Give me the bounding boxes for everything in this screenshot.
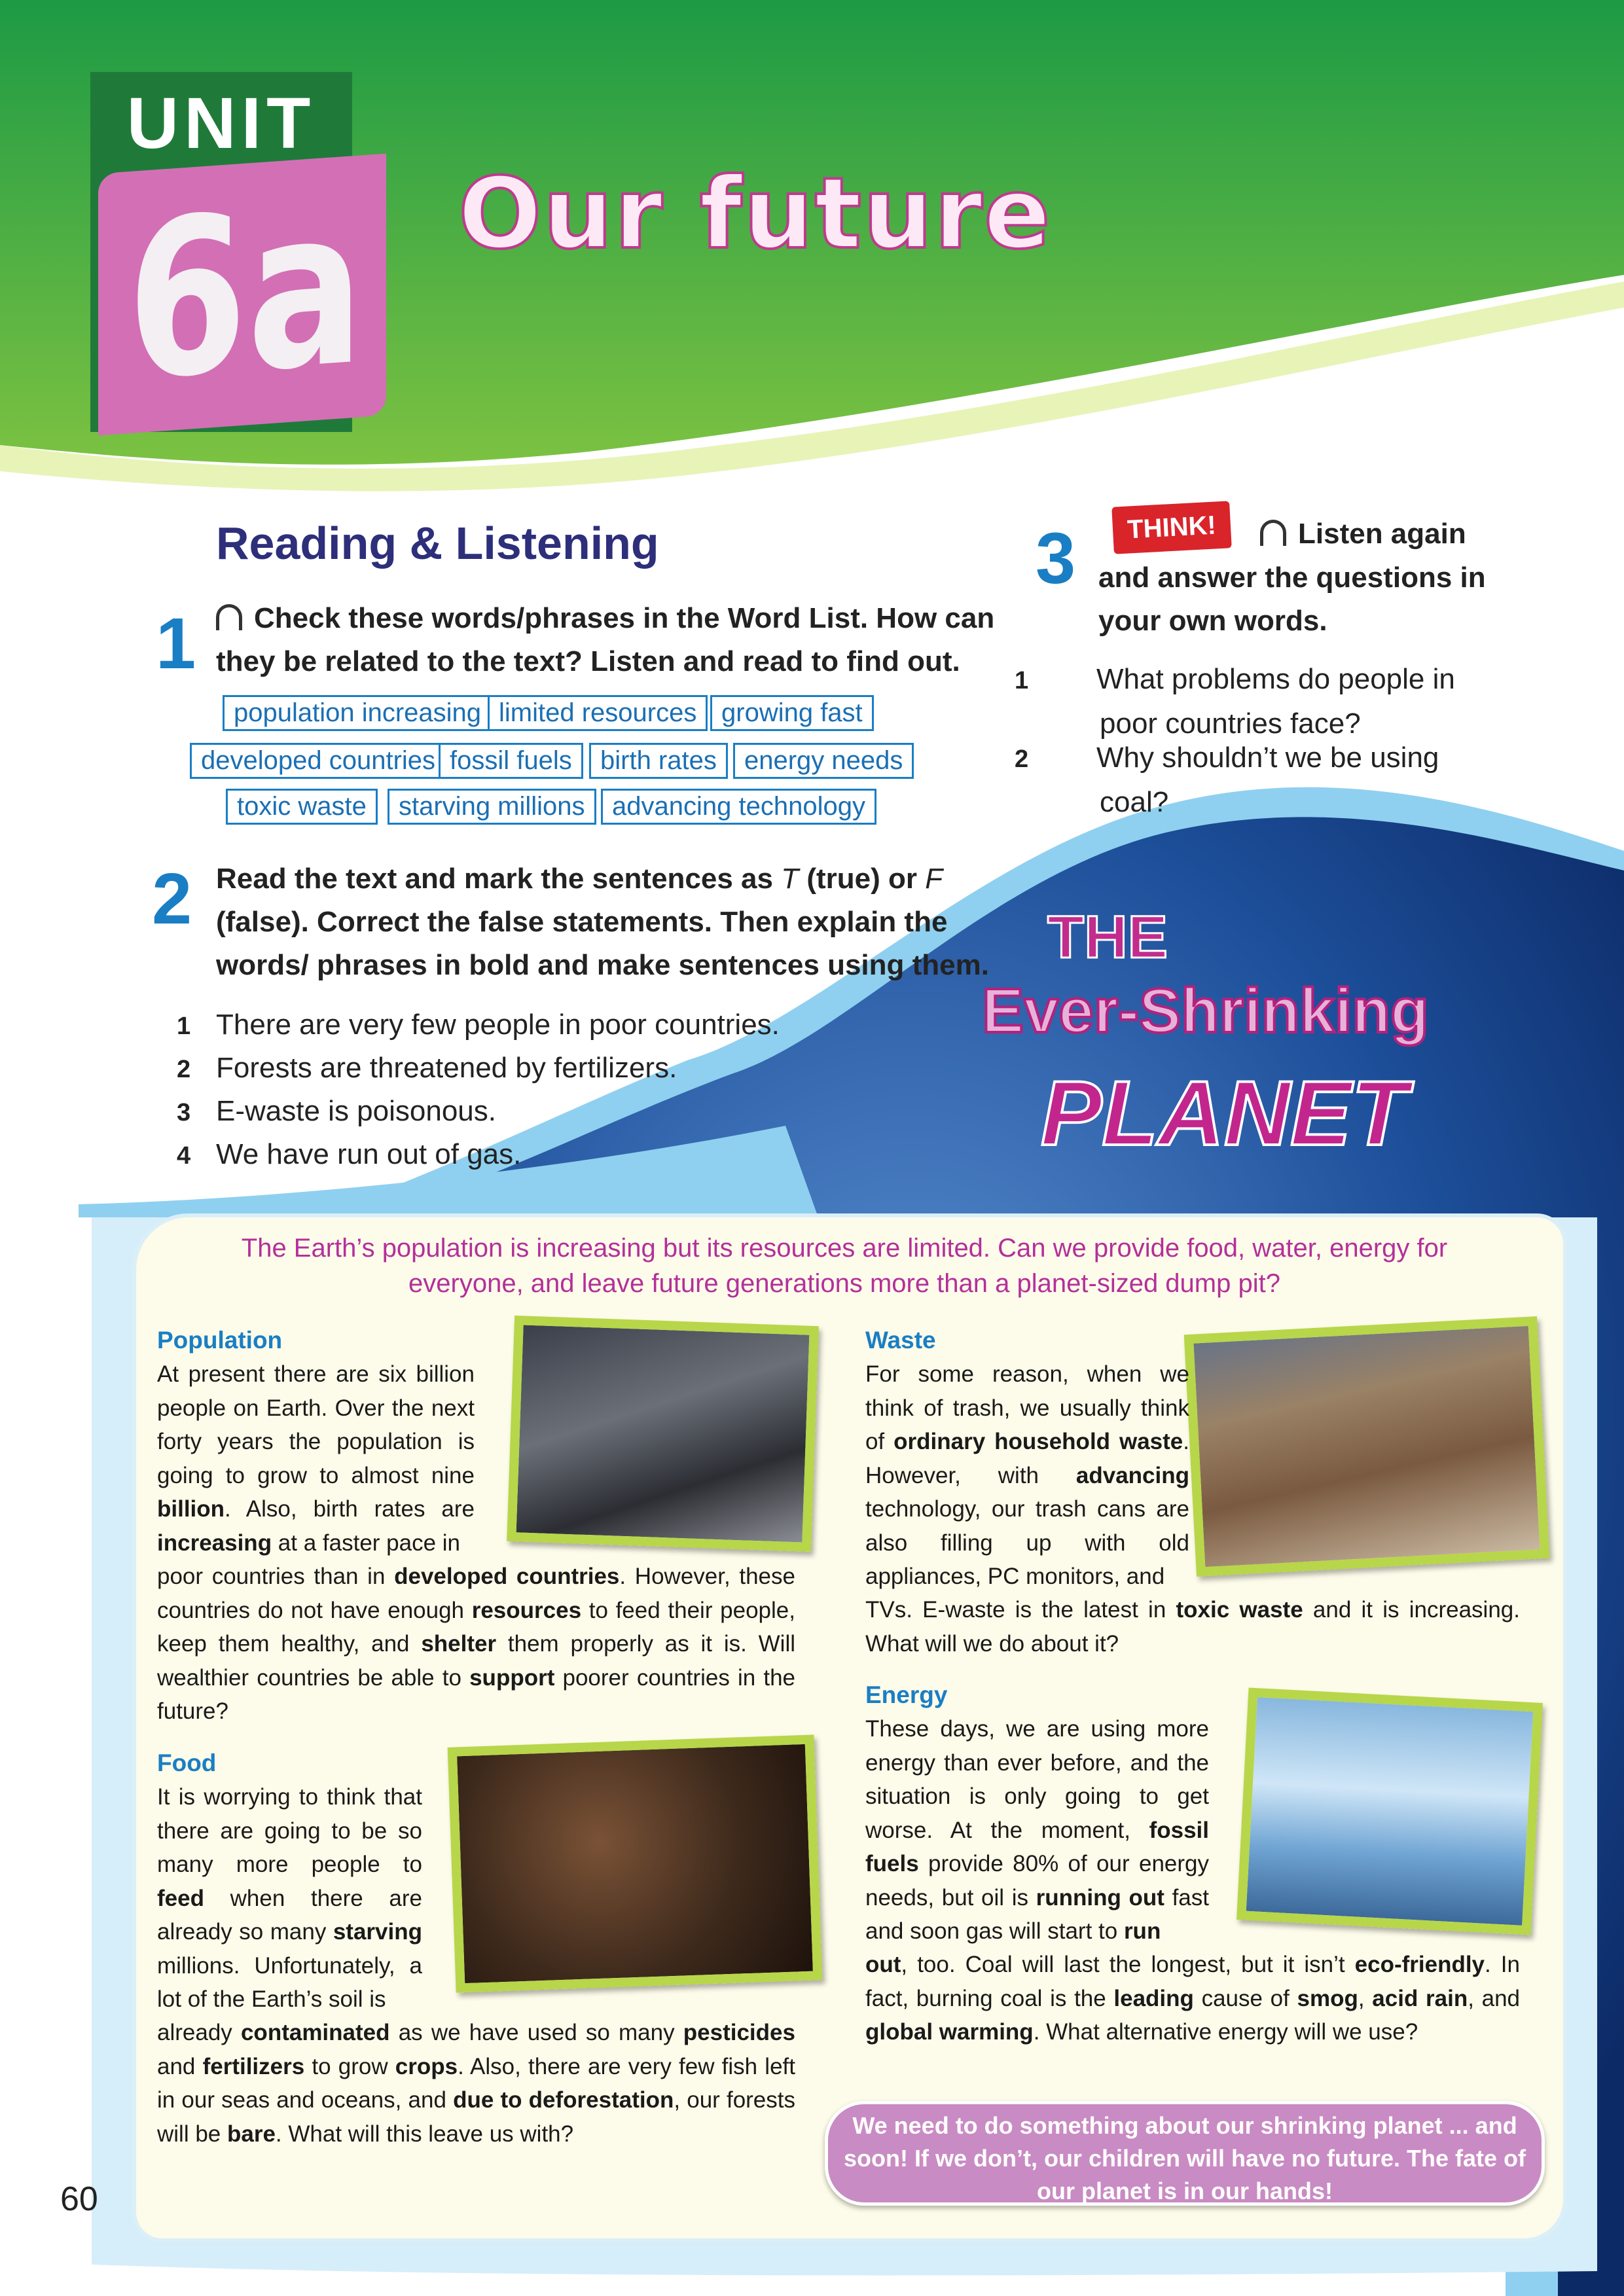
energy-text-a: These days, we are using more energy than ever before, and the situation is only going to get worse. At the moment, fossil fuels provide 80% of our energy needs, but oil is running out fast and soon gas will start to run xyxy=(865,1716,1209,1944)
word-chip: growing fast xyxy=(710,695,874,731)
word-chip: population increasing xyxy=(223,695,492,731)
headphones-icon xyxy=(216,604,242,630)
trash-dump-photo xyxy=(1184,1316,1550,1577)
article-title-ever-shrinking: Ever-Shrinking xyxy=(982,976,1429,1046)
page-number: 60 xyxy=(60,2180,98,2218)
exercise-3-instruction-a: Listen again xyxy=(1260,512,1466,556)
statement-4: 4 We have run out of gas. xyxy=(177,1138,522,1170)
food-heading: Food xyxy=(157,1749,217,1776)
food-text-b: already contaminated as we have used so many pesticides and fertilizers to grow crops. Also, there are very few fish left in our seas and oceans, and due to deforestation, our forests will be bare. What will this leave us with? xyxy=(157,2020,795,2147)
population-text-a: At present there are six billion people on Earth. Over the next forty years the population is going to grow to almost nine billion. Also, birth rates are increasing at a faster pace in xyxy=(157,1361,475,1556)
statement-3: 3 E-waste is poisonous. xyxy=(177,1095,496,1127)
exercise-3-instruction-b: and answer the questions in your own words. xyxy=(1098,562,1486,637)
article-intro: The Earth’s population is increasing but its resources are limited. Can we provide food, water, energy for everyone, and leave future generations more than a planet-sized dump pit? xyxy=(241,1234,1448,1298)
waste-text-b: TVs. E-waste is the latest in toxic waste and it is increasing. What will we do about it? xyxy=(865,1597,1520,1657)
food-text-a: It is worrying to think that there are going to be so many more people to feed when there are already so many starving millions. Unfortunately, a lot of the Earth’s soil is xyxy=(157,1784,422,2012)
starving-children-photo xyxy=(448,1734,823,1992)
exercise-3-number: 3 xyxy=(1036,518,1076,599)
energy-heading: Energy xyxy=(865,1681,948,1708)
unit-number: 6a xyxy=(98,154,386,436)
article-title-the: THE xyxy=(1047,904,1168,971)
exercise-2-instruction: Read the text and mark the sentences as T (true) or F (false). Correct the false statements. Then explain the words/ phrases in bold and make sentences using them. xyxy=(216,863,989,981)
section-title: Reading & Listening xyxy=(216,518,659,569)
word-chip: toxic waste xyxy=(226,789,378,825)
energy-text-b: out, too. Coal will last the longest, but it isn’t eco-friendly. In fact, burning coal is the leading cause of smog, acid rain, and global warming. What alternative energy will we use? xyxy=(865,1952,1520,2045)
word-chip: energy needs xyxy=(733,743,914,779)
word-chip: fossil fuels xyxy=(439,743,583,779)
exercise-1-number: 1 xyxy=(156,603,196,684)
article-title-planet: PLANET xyxy=(1041,1062,1407,1164)
think-badge: THINK! xyxy=(1111,501,1232,554)
headphones-icon xyxy=(1260,520,1286,546)
word-chip: limited resources xyxy=(488,695,708,731)
word-chip: birth rates xyxy=(589,743,728,779)
exercise-1-instruction: Check these words/phrases in the Word List. How can they be related to the text? Listen and read to find out. xyxy=(216,602,995,677)
conclusion-box: We need to do something about our shrinking planet ... and soon! If we don’t, our children will have no future. The fate of our planet is in our hands! xyxy=(825,2101,1545,2206)
population-heading: Population xyxy=(157,1327,283,1354)
question-1: 1 What problems do people in poor countries face? xyxy=(1015,663,1455,740)
question-2: 2 Why shouldn’t we be using coal? xyxy=(1015,742,1439,818)
waste-heading: Waste xyxy=(865,1327,936,1354)
statement-2: 2 Forests are threatened by fertilizers. xyxy=(177,1052,677,1084)
statement-1: 1 There are very few people in poor countries. xyxy=(177,1009,780,1041)
waste-text-a: For some reason, when we think of trash, we usually think of ordinary household waste. However, with advancing technology, our trash cans are also filling up with old appliances, PC monitors, and xyxy=(865,1361,1189,1589)
unit-word: UNIT xyxy=(126,83,316,164)
word-chip: starving millions xyxy=(388,789,596,825)
page-title: Our future xyxy=(458,157,1052,271)
smokestack-photo xyxy=(1236,1687,1543,1935)
crowd-photo xyxy=(507,1316,819,1552)
word-chip: advancing technology xyxy=(601,789,876,825)
population-text-b: poor countries than in developed countries. However, these countries do not have enough resources to feed their people, keep them healthy, and shelter them properly as it is. Will wealthier countries be able to support poorer countries in the future? xyxy=(157,1564,796,1724)
word-chip: developed countries xyxy=(190,743,446,779)
exercise-2-number: 2 xyxy=(152,859,192,939)
